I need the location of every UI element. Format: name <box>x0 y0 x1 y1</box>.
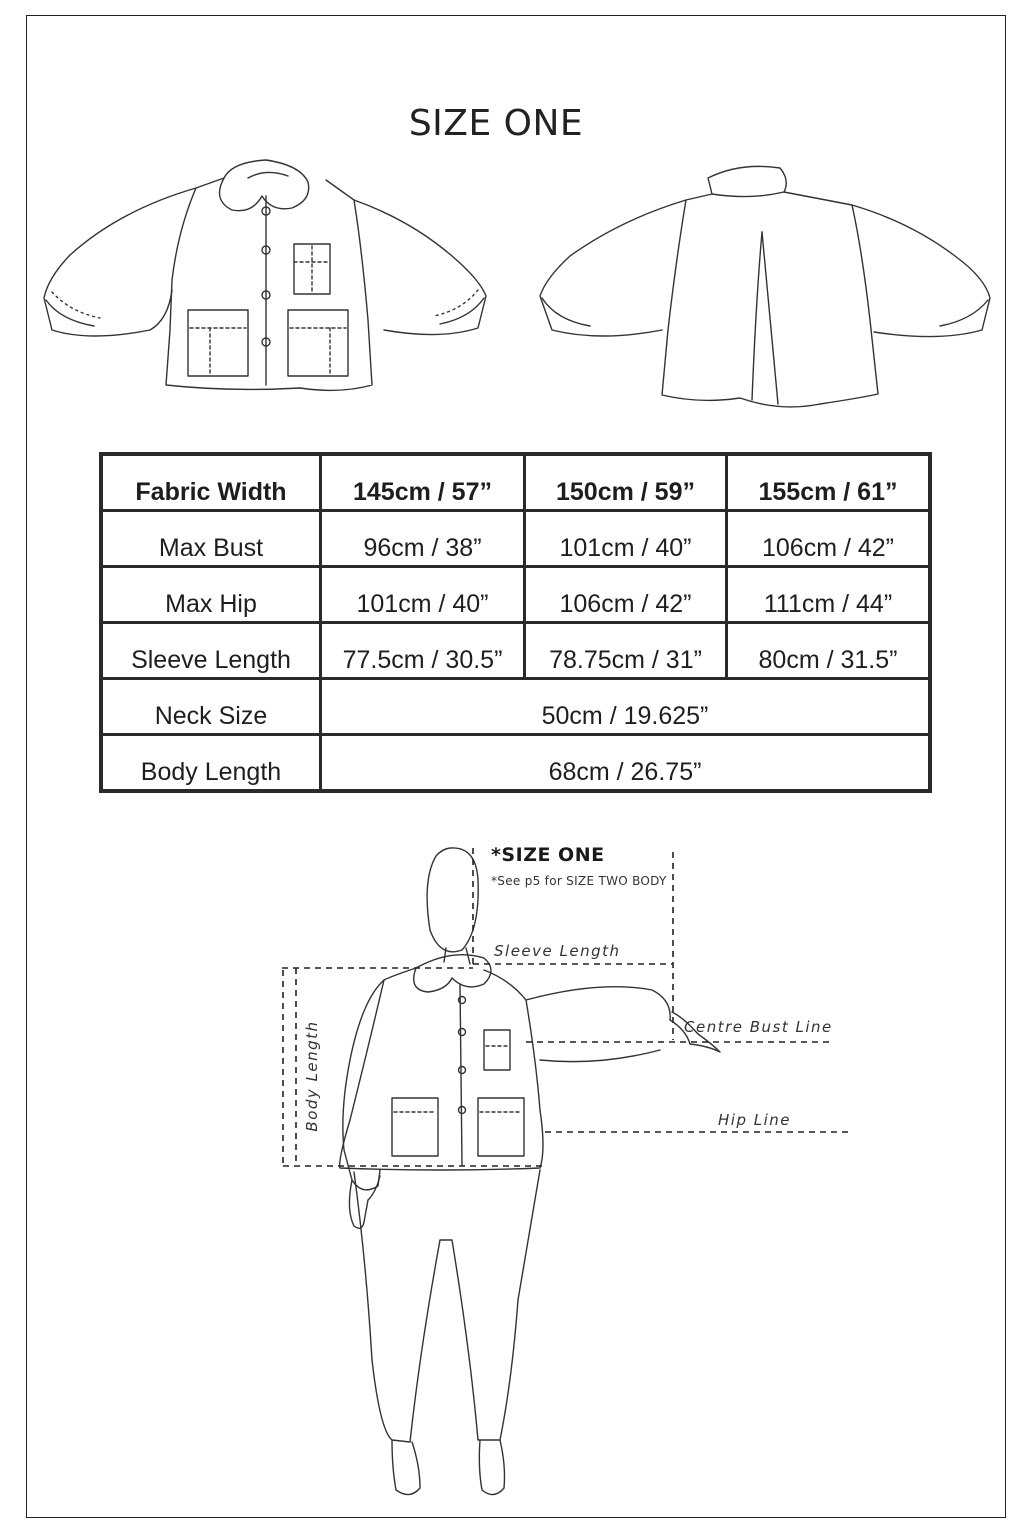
table-cell: 101cm / 40” <box>321 567 525 623</box>
jacket-flat-sketches <box>0 0 1024 440</box>
table-cell: 78.75cm / 31” <box>525 623 727 679</box>
table-cell: 77.5cm / 30.5” <box>321 623 525 679</box>
table-row <box>101 567 930 623</box>
page-title: SIZE ONE <box>408 103 584 144</box>
figure-size-heading: *SIZE ONE <box>491 844 605 866</box>
table-cell: 150cm / 59” <box>525 454 727 511</box>
table-cell: 106cm / 42” <box>525 567 727 623</box>
table-row <box>101 511 930 567</box>
table-cell: 68cm / 26.75” <box>321 735 931 792</box>
table-cell: Max Bust <box>101 511 321 567</box>
table-cell: 50cm / 19.625” <box>321 679 931 735</box>
table-cell: Sleeve Length <box>101 623 321 679</box>
table-row <box>101 735 930 792</box>
table-cell: 145cm / 57” <box>321 454 525 511</box>
table-cell: Neck Size <box>101 679 321 735</box>
table-cell: 111cm / 44” <box>727 567 931 623</box>
hip-line-label: Hip Line <box>718 1111 791 1129</box>
table-row <box>101 623 930 679</box>
table-cell: 96cm / 38” <box>321 511 525 567</box>
table-cell: 80cm / 31.5” <box>727 623 931 679</box>
centre-bust-line-label: Centre Bust Line <box>684 1018 833 1036</box>
table-cell: Max Hip <box>101 567 321 623</box>
sleeve-length-label: Sleeve Length <box>494 942 621 960</box>
figure-size-note: *See p5 for SIZE TWO BODY <box>491 874 667 888</box>
jacket-back-sketch <box>540 166 990 407</box>
size-table <box>99 452 932 793</box>
jacket-front-sketch <box>44 160 486 390</box>
table-cell: Body Length <box>101 735 321 792</box>
table-header-row <box>101 454 930 511</box>
table-cell: Fabric Width <box>101 454 321 511</box>
table-cell: 106cm / 42” <box>727 511 931 567</box>
table-row <box>101 679 930 735</box>
table-cell: 155cm / 61” <box>727 454 931 511</box>
body-length-label: Body Length <box>303 1020 321 1132</box>
table-cell: 101cm / 40” <box>525 511 727 567</box>
